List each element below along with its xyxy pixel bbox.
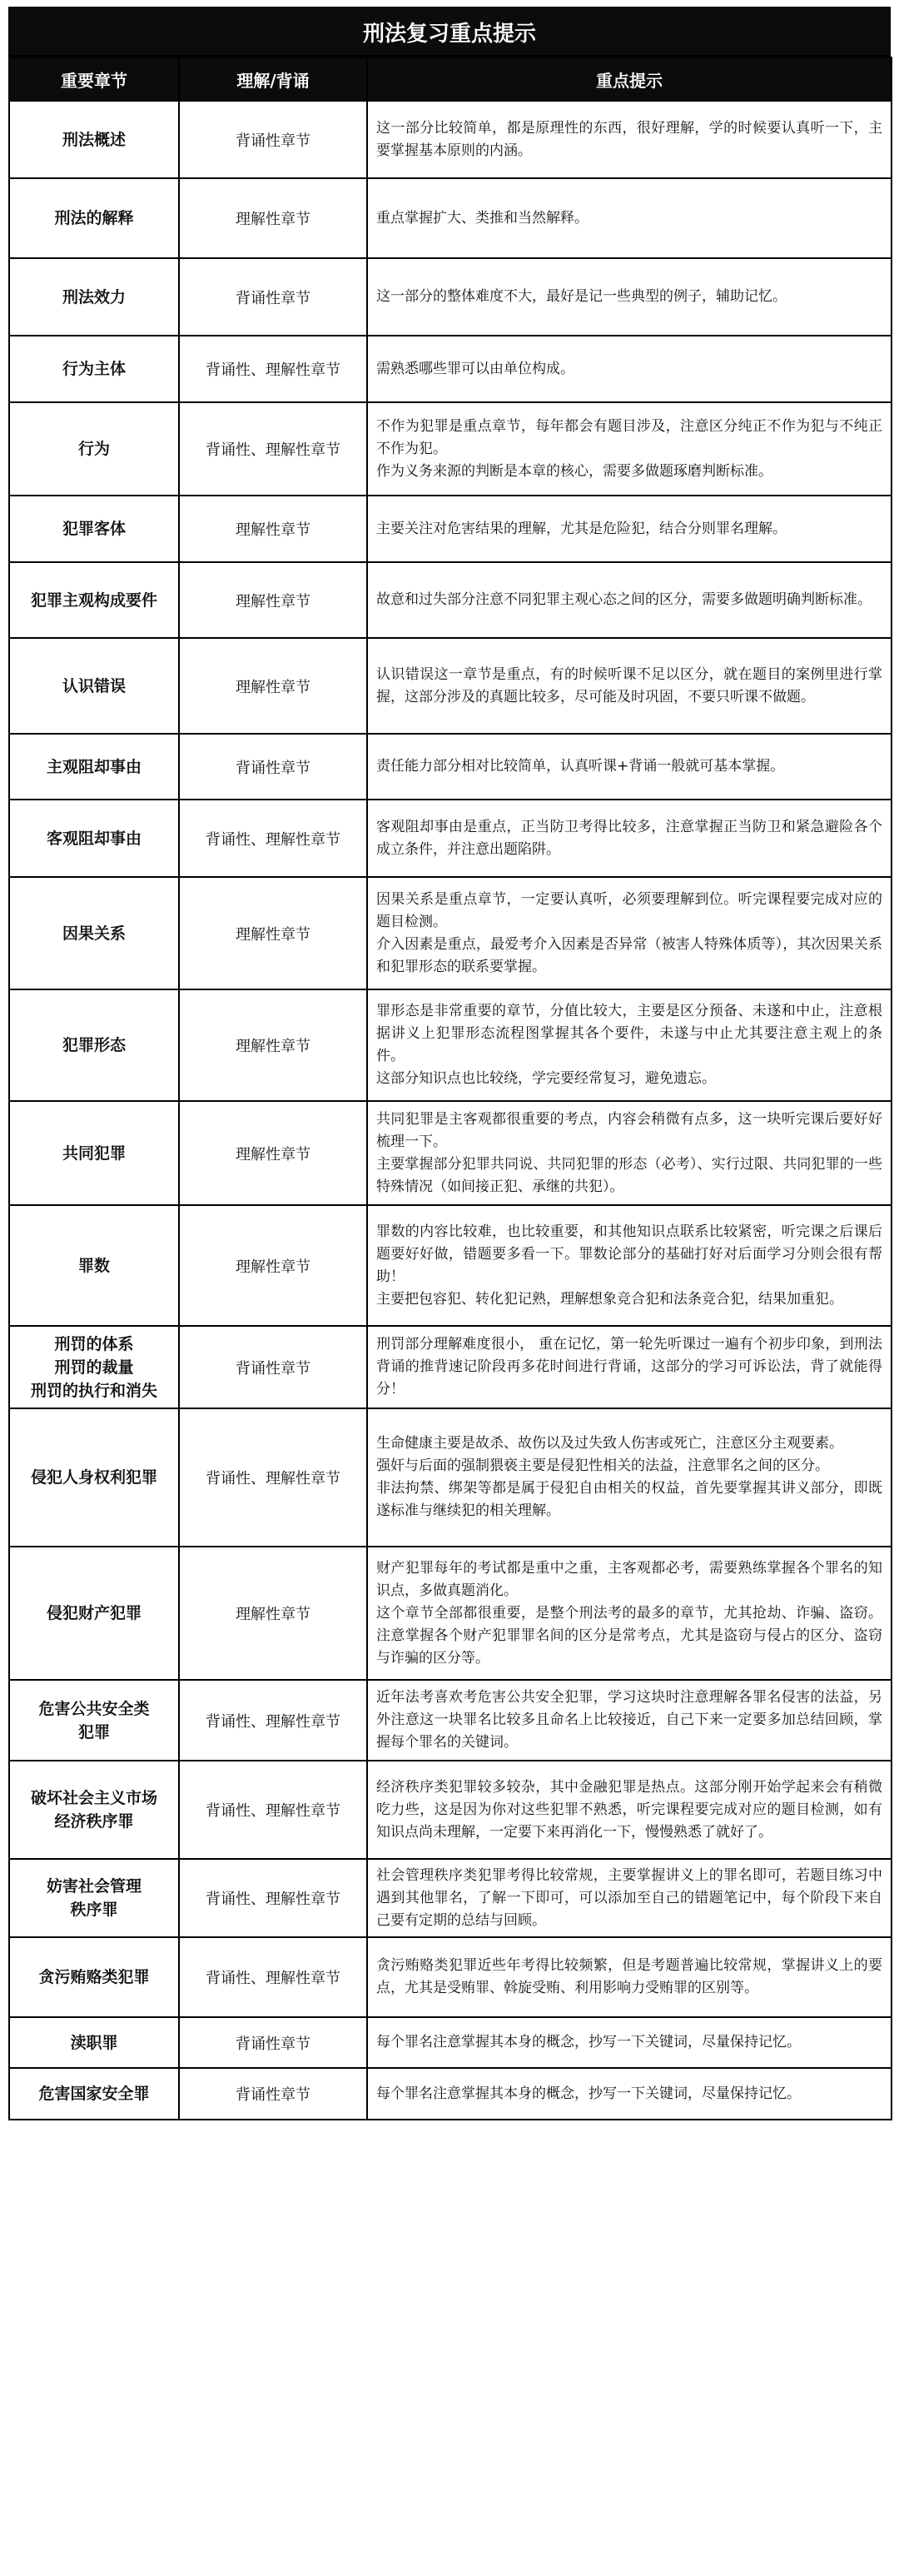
chapter-cell: 行为: [9, 402, 179, 496]
tip-cell: 重点掌握扩大、类推和当然解释。: [367, 178, 892, 258]
chapter-cell: 侵犯财产犯罪: [9, 1547, 179, 1680]
chapter-cell: 侵犯人身权利犯罪: [9, 1408, 179, 1547]
table-row: [9, 496, 892, 562]
table-row: [9, 800, 892, 877]
header-chapter: 重要章节: [9, 57, 179, 101]
table-body: [9, 101, 892, 2120]
chapter-cell: 客观阻却事由: [9, 800, 179, 877]
table-row: [9, 1859, 892, 1937]
tip-cell: 经济秩序类犯罪较多较杂，其中金融犯罪是热点。这部分刚开始学起来会有稍微吃力些，这是因为你对这些犯罪不熟悉，听完课程要完成对应的题目检测，如有知识点尚未理解，一定要下来再消化一下，慢慢熟悉了就好了。: [367, 1761, 892, 1859]
chapter-cell: 因果关系: [9, 877, 179, 989]
key-points-table: [8, 57, 892, 2120]
chapter-cell: 妨害社会管理 秩序罪: [9, 1859, 179, 1937]
sheet-title: 刑法复习重点提示: [8, 7, 891, 57]
table-row: [9, 1205, 892, 1326]
chapter-cell: 贪污贿赂类犯罪: [9, 1937, 179, 2017]
mode-cell: 背诵性、理解性章节: [179, 1761, 367, 1859]
table-row: [9, 402, 892, 496]
tip-cell: 罪数的内容比较难，也比较重要，和其他知识点联系比较紧密，听完课之后课后题要好好做，错题要多看一下。罪数论部分的基础打好对后面学习分则会很有帮助！ 主要把包容犯、转化犯记熟，理解想象竞合犯和法条竞合犯，结果加重犯。: [367, 1205, 892, 1326]
chapter-cell: 主观阻却事由: [9, 734, 179, 800]
tip-cell: 共同犯罪是主客观都很重要的考点，内容会稍微有点多，这一块听完课后要好好梳理一下。 主要掌握部分犯罪共同说、共同犯罪的形态（必考）、实行过限、共同犯罪的一些特殊情况（如间接正犯、承继的共犯）。: [367, 1101, 892, 1205]
header-tip: 重点提示: [367, 57, 892, 101]
header-mode: 理解/背诵: [179, 57, 367, 101]
table-row: [9, 1326, 892, 1408]
chapter-cell: 刑罚的体系 刑罚的裁量 刑罚的执行和消失: [9, 1326, 179, 1408]
chapter-cell: 危害国家安全罪: [9, 2068, 179, 2120]
tip-cell: 贪污贿赂类犯罪近些年考得比较频繁，但是考题普遍比较常规，掌握讲义上的要点，尤其是受贿罪、斡旋受贿、利用影响力受贿罪的区别等。: [367, 1937, 892, 2017]
header-row: [9, 57, 892, 101]
mode-cell: 理解性章节: [179, 1205, 367, 1326]
table-row: [9, 989, 892, 1101]
table-row: [9, 1547, 892, 1680]
tip-cell: 责任能力部分相对比较简单，认真听课+背诵一般就可基本掌握。: [367, 734, 892, 800]
mode-cell: 背诵性、理解性章节: [179, 336, 367, 402]
mode-cell: 理解性章节: [179, 562, 367, 638]
tip-cell: 刑罚部分理解难度很小， 重在记忆，第一轮先听课过一遍有个初步印象，到刑法背诵的推背速记阶段再多花时间进行背诵，这部分的学习可诉讼法，背了就能得分！: [367, 1326, 892, 1408]
table-row: [9, 1101, 892, 1205]
chapter-cell: 共同犯罪: [9, 1101, 179, 1205]
chapter-cell: 犯罪客体: [9, 496, 179, 562]
tip-cell: 罪形态是非常重要的章节，分值比较大，主要是区分预备、未遂和中止，注意根据讲义上犯罪形态流程图掌握其各个要件，未遂与中止尤其要注意主观上的条件。 这部分知识点也比较绕，学完要经常复习，避免遗忘。: [367, 989, 892, 1101]
mode-cell: 理解性章节: [179, 1101, 367, 1205]
chapter-cell: 危害公共安全类 犯罪: [9, 1680, 179, 1761]
table-row: [9, 877, 892, 989]
chapter-cell: 渎职罪: [9, 2017, 179, 2068]
tip-cell: 这一部分比较简单，都是原理性的东西，很好理解，学的时候要认真听一下，主要掌握基本原则的内涵。: [367, 101, 892, 178]
chapter-cell: 破坏社会主义市场 经济秩序罪: [9, 1761, 179, 1859]
tip-cell: 故意和过失部分注意不同犯罪主观心态之间的区分，需要多做题明确判断标准。: [367, 562, 892, 638]
table-row: [9, 1408, 892, 1547]
mode-cell: 背诵性章节: [179, 258, 367, 336]
tip-cell: 客观阻却事由是重点，正当防卫考得比较多，注意掌握正当防卫和紧急避险各个成立条件，并注意出题陷阱。: [367, 800, 892, 877]
tip-cell: 主要关注对危害结果的理解，尤其是危险犯，结合分则罪名理解。: [367, 496, 892, 562]
table-row: [9, 1937, 892, 2017]
mode-cell: 背诵性、理解性章节: [179, 1408, 367, 1547]
mode-cell: 理解性章节: [179, 178, 367, 258]
tip-cell: 社会管理秩序类犯罪考得比较常规，主要掌握讲义上的罪名即可，若题目练习中遇到其他罪名，了解一下即可，可以添加至自己的错题笔记中，每个阶段下来自己要有定期的总结与回顾。: [367, 1859, 892, 1937]
chapter-cell: 罪数: [9, 1205, 179, 1326]
chapter-cell: 行为主体: [9, 336, 179, 402]
mode-cell: 背诵性章节: [179, 1326, 367, 1408]
table-row: [9, 101, 892, 178]
tip-cell: 生命健康主要是故杀、故伤以及过失致人伤害或死亡，注意区分主观要素。 强奸与后面的强制猥亵主要是侵犯性相关的法益，注意罪名之间的区分。 非法拘禁、绑架等都是属于侵犯自由相关的权益，首先要掌握其讲义部分，即既遂标准与继续犯的相关理解。: [367, 1408, 892, 1547]
table-row: [9, 2017, 892, 2068]
mode-cell: 理解性章节: [179, 1547, 367, 1680]
mode-cell: 理解性章节: [179, 989, 367, 1101]
mode-cell: 背诵性、理解性章节: [179, 402, 367, 496]
tip-cell: 因果关系是重点章节，一定要认真听，必须要理解到位。听完课程要完成对应的题目检测。 介入因素是重点，最爱考介入因素是否异常（被害人特殊体质等），其次因果关系和犯罪形态的联系要掌握。: [367, 877, 892, 989]
tip-cell: 这一部分的整体难度不大，最好是记一些典型的例子，辅助记忆。: [367, 258, 892, 336]
tip-cell: 认识错误这一章节是重点，有的时候听课不足以区分，就在题目的案例里进行掌握，这部分涉及的真题比较多，尽可能及时巩固，不要只听课不做题。: [367, 638, 892, 734]
mode-cell: 理解性章节: [179, 496, 367, 562]
table-row: [9, 178, 892, 258]
mode-cell: 背诵性、理解性章节: [179, 1859, 367, 1937]
tip-cell: 需熟悉哪些罪可以由单位构成。: [367, 336, 892, 402]
tip-cell: 财产犯罪每年的考试都是重中之重，主客观都必考，需要熟练掌握各个罪名的知识点，多做真题消化。 这个章节全部都很重要，是整个刑法考的最多的章节，尤其抢劫、诈骗、盗窃。注意掌握各个财产犯罪罪名间的区分是常考点，尤其是盗窃与侵占的区分、盗窃与诈骗的区分等。: [367, 1547, 892, 1680]
tip-cell: 每个罪名注意掌握其本身的概念，抄写一下关键词，尽量保持记忆。: [367, 2068, 892, 2120]
table-row: [9, 2068, 892, 2120]
chapter-cell: 刑法的解释: [9, 178, 179, 258]
mode-cell: 理解性章节: [179, 638, 367, 734]
chapter-cell: 刑法效力: [9, 258, 179, 336]
tip-cell: 不作为犯罪是重点章节，每年都会有题目涉及，注意区分纯正不作为犯与不纯正不作为犯。 作为义务来源的判断是本章的核心，需要多做题琢磨判断标准。: [367, 402, 892, 496]
mode-cell: 背诵性、理解性章节: [179, 1680, 367, 1761]
table-row: [9, 562, 892, 638]
mode-cell: 背诵性章节: [179, 2017, 367, 2068]
mode-cell: 背诵性章节: [179, 2068, 367, 2120]
mode-cell: 理解性章节: [179, 877, 367, 989]
mode-cell: 背诵性章节: [179, 101, 367, 178]
mode-cell: 背诵性、理解性章节: [179, 800, 367, 877]
table-row: [9, 1761, 892, 1859]
chapter-cell: 犯罪形态: [9, 989, 179, 1101]
table-row: [9, 1680, 892, 1761]
table-row: [9, 638, 892, 734]
table-row: [9, 336, 892, 402]
mode-cell: 背诵性章节: [179, 734, 367, 800]
mode-cell: 背诵性、理解性章节: [179, 1937, 367, 2017]
chapter-cell: 认识错误: [9, 638, 179, 734]
chapter-cell: 刑法概述: [9, 101, 179, 178]
tip-cell: 近年法考喜欢考危害公共安全犯罪，学习这块时注意理解各罪名侵害的法益，另外注意这一块罪名比较多且命名上比较接近，自己下来一定要多加总结回顾，掌握每个罪名的关键词。: [367, 1680, 892, 1761]
table-row: [9, 734, 892, 800]
chapter-cell: 犯罪主观构成要件: [9, 562, 179, 638]
tip-cell: 每个罪名注意掌握其本身的概念，抄写一下关键词，尽量保持记忆。: [367, 2017, 892, 2068]
table-row: [9, 258, 892, 336]
